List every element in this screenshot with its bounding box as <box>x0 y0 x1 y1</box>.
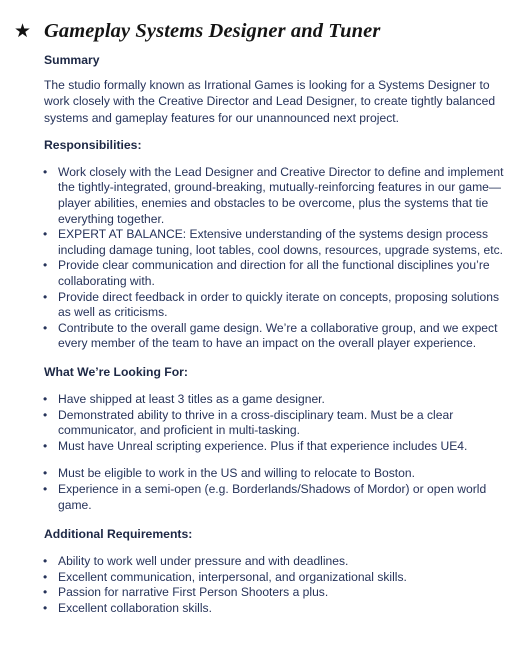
bullet-icon: • <box>43 392 48 407</box>
bullet-icon: • <box>43 585 48 600</box>
list-item-text: Must be eligible to work in the US and willing to relocate to Boston. <box>58 466 415 481</box>
list-item-text: Excellent collaboration skills. <box>58 600 212 615</box>
list-item <box>44 466 506 482</box>
page-title: Gameplay Systems Designer and Tuner <box>44 19 381 42</box>
bullet-icon: • <box>43 320 48 335</box>
looking-for-heading: What We’re Looking For: <box>44 365 188 380</box>
list-item <box>44 258 506 289</box>
list-item-text: Contribute to the overall game design. We’re a collaborative group, and we expect every member of the team to have an impact on the overall player experience. <box>58 320 498 351</box>
additional-requirements-heading: Additional Requirements: <box>44 527 193 542</box>
bullet-icon: • <box>43 227 48 242</box>
bullet-icon: • <box>43 407 48 422</box>
star-icon: ★ <box>14 19 32 42</box>
responsibilities-heading: Responsibilities: <box>44 137 142 152</box>
bullet-icon: • <box>43 258 48 273</box>
list-item-text: Provide clear communication and direction for all the functional disciplines you’re collaborating with. <box>58 258 490 289</box>
looking-for-list <box>44 392 506 454</box>
list-item-text: Work closely with the Lead Designer and Creative Director to define and implement the tightly-integrated, ground-breaking, mutually-reinforcing features in our game—player abilities, enemies and obstacles to be overcome, plus the systems that tie everything together. <box>58 164 504 226</box>
list-item <box>44 482 506 513</box>
list-item <box>44 392 506 408</box>
list-item <box>44 601 506 617</box>
additional-requirements-list <box>44 554 506 616</box>
summary-heading: Summary <box>44 53 100 67</box>
list-item <box>44 290 506 321</box>
title-row <box>14 18 502 44</box>
bullet-icon: • <box>43 481 48 496</box>
summary-text: The studio formally known as Irrational Games is looking for a Systems Designer to work closely with the Creative Director and Lead Designer, to create tightly balanced systems and gameplay features for our unannounced next project. <box>44 78 496 125</box>
responsibilities-section <box>44 138 506 352</box>
list-item <box>44 165 506 227</box>
additional-requirements-section <box>44 527 506 616</box>
responsibilities-list <box>44 165 506 352</box>
list-item <box>44 227 506 258</box>
bullet-icon: • <box>43 466 48 481</box>
bullet-icon: • <box>43 569 48 584</box>
posting-content <box>44 53 506 617</box>
list-item <box>44 321 506 352</box>
list-item <box>44 554 506 570</box>
list-item-text: Experience in a semi-open (e.g. Borderlands/Shadows of Mordor) or open world game. <box>58 481 487 512</box>
summary-section <box>44 53 506 126</box>
list-item <box>44 585 506 601</box>
list-item <box>44 439 506 455</box>
bullet-icon: • <box>43 438 48 453</box>
list-item-text: Demonstrated ability to thrive in a cross-disciplinary team. Must be a clear communicator, and proficient in multi-tasking. <box>58 407 454 438</box>
list-item-text: EXPERT AT BALANCE: Extensive understanding of the systems design process including damage tuning, loot tables, cool downs, resources, upgrade systems, etc. <box>58 227 504 257</box>
looking-for-section <box>44 365 506 513</box>
bullet-icon: • <box>43 554 48 569</box>
list-item-text: Ability to work well under pressure and with deadlines. <box>58 554 349 569</box>
list-item-text: Provide direct feedback in order to quickly iterate on concepts, proposing solutions as well as criticisms. <box>58 289 499 320</box>
bullet-icon: • <box>43 289 48 304</box>
bullet-icon: • <box>43 164 48 179</box>
list-item-text: Excellent communication, interpersonal, and organizational skills. <box>58 569 407 584</box>
bullet-icon: • <box>43 600 48 615</box>
list-item-text: Passion for narrative First Person Shooters a plus. <box>58 585 329 600</box>
list-item <box>44 408 506 439</box>
list-item-text: Must have Unreal scripting experience. Plus if that experience includes UE4. <box>58 438 468 453</box>
list-item-text: Have shipped at least 3 titles as a game designer. <box>58 392 325 407</box>
looking-for-list-secondary <box>44 466 506 513</box>
list-item <box>44 570 506 586</box>
